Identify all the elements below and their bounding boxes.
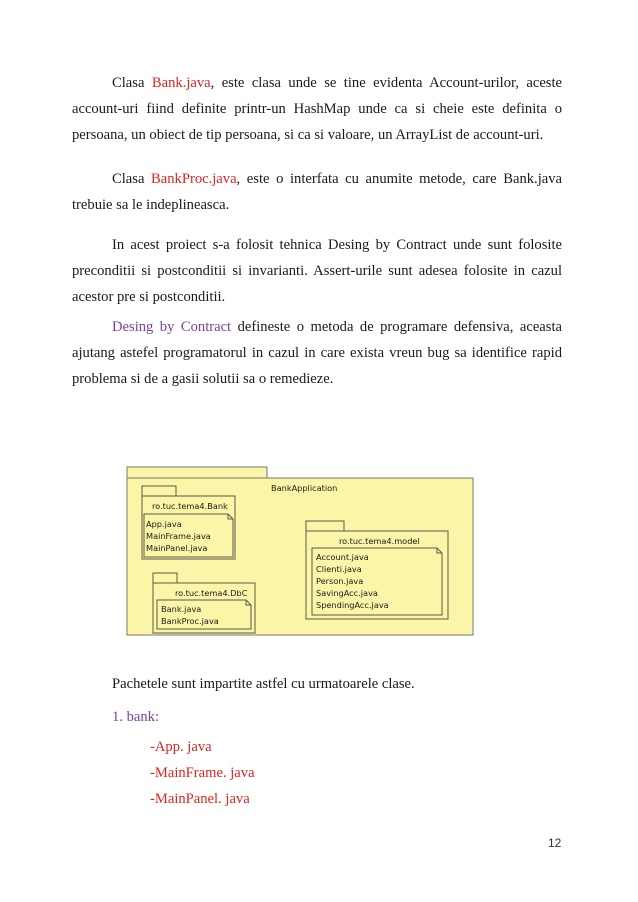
class-item: Person.java — [316, 576, 364, 586]
paragraph-bankproc-class — [72, 166, 562, 218]
page-number: 12 — [548, 836, 562, 850]
paragraph-bank-class — [72, 70, 562, 148]
class-item: SpendingAcc.java — [316, 600, 389, 610]
paragraph-text: , este o interfata cu anumite metode, care Bank.java trebuie sa le indeplineasca. — [72, 171, 563, 213]
class-item: SavingAcc.java — [316, 588, 378, 598]
list-item: -MainFrame. java — [150, 765, 255, 781]
class-item: MainPanel.java — [146, 543, 208, 553]
package-model — [306, 521, 448, 619]
paragraph-text: , este clasa unde se tine evidenta Account-urilor, aceste account-uri fiind definite printr-un HashMap unde ca si cheie este definita o persoana, un obiect de tip persoana, si ca si valoare, un ArrayList de account-uri. — [72, 75, 563, 143]
term-highlight: Desing by Contract — [112, 319, 232, 335]
paragraph-prefix: Clasa — [112, 171, 152, 187]
class-item: BankProc.java — [161, 616, 219, 626]
class-name-highlight: BankProc.java — [151, 171, 237, 187]
paragraph-prefix: Clasa — [112, 75, 152, 91]
package-bank-name: ro.tuc.tema4.Bank — [152, 501, 228, 511]
package-bank — [142, 486, 235, 559]
paragraph-defensive-programming — [72, 314, 562, 392]
paragraph-text: defineste o metoda de programare defensiva, aceasta ajutang astefel programatorul in cazul in care exista vreun bug sa identifice rapid problema si de a gasii solutii sa o remedieze. — [72, 319, 562, 387]
list-heading: 1. bank: — [112, 709, 160, 725]
package-model-name: ro.tuc.tema4.model — [339, 536, 420, 546]
package-diagram — [125, 465, 475, 637]
class-item: Bank.java — [161, 604, 202, 614]
class-name-highlight: Bank.java — [151, 75, 211, 91]
class-item: Account.java — [316, 552, 369, 562]
class-item: Clienti.java — [316, 564, 362, 574]
class-item: MainFrame.java — [146, 531, 211, 541]
paragraph-design-by-contract: In acest proiect s-a folosit tehnica Desing by Contract unde sunt folosite preconditii si postconditii si invarianti. Assert-urile sunt adesea folosite in cazul acestor pre si postconditii. — [72, 237, 562, 305]
list-item: -App. java — [150, 739, 212, 755]
package-dbc-name: ro.tuc.tema4.DbC — [175, 588, 248, 598]
root-package-name: BankApplication — [271, 483, 338, 493]
list-item: -MainPanel. java — [150, 791, 250, 807]
class-item: App.java — [146, 519, 182, 529]
packages-intro: Pachetele sunt impartite astfel cu urmatoarele clase. — [112, 676, 415, 692]
